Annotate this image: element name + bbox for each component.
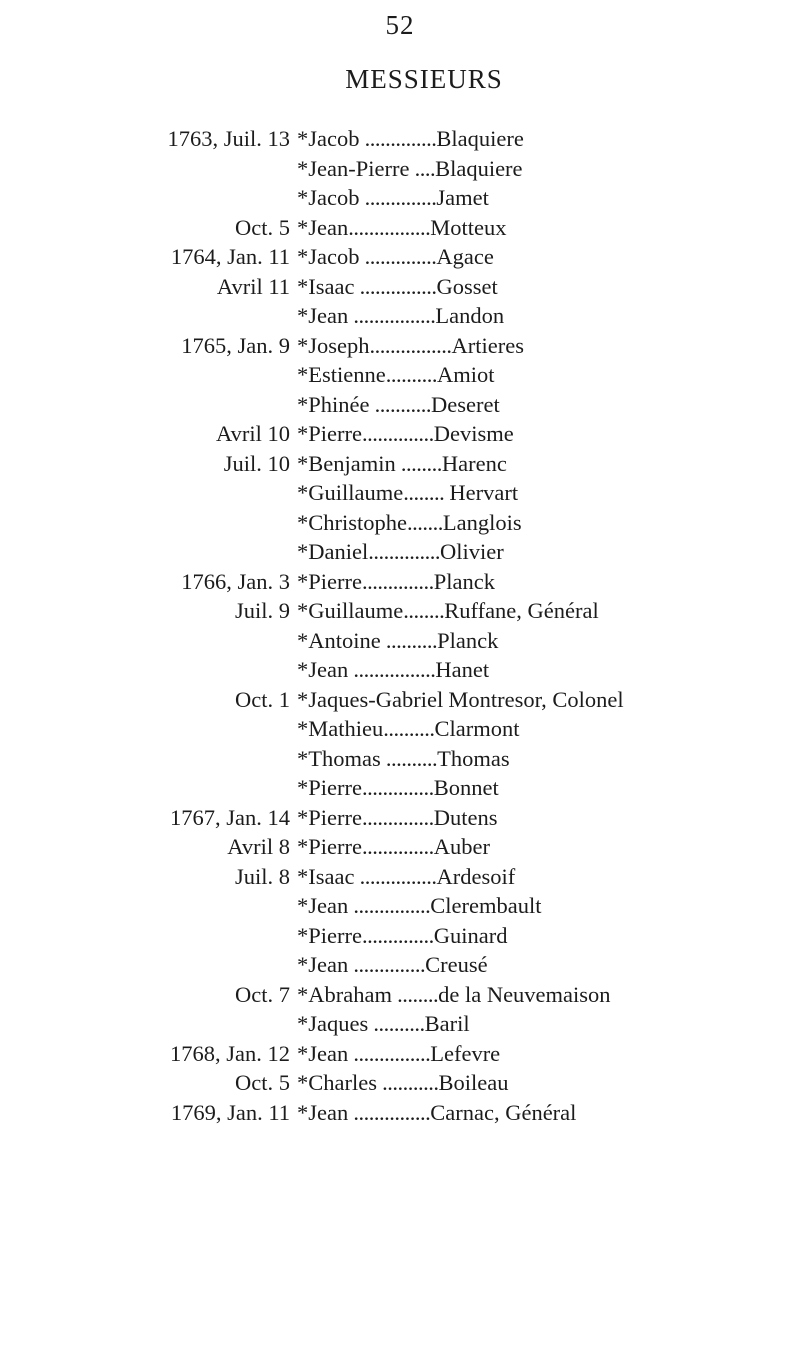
entry-surname: Baril [424, 1011, 470, 1036]
entry-text [297, 1098, 576, 1128]
entry-text [297, 508, 522, 538]
entry-date: 1763, Juil. 13 [167, 126, 290, 151]
entry-leader-dots: .............. [359, 126, 437, 151]
register-entry [0, 1068, 800, 1098]
entry-surname: Artieres [451, 332, 524, 358]
entry-given-name: *Jean [297, 657, 349, 682]
entry-surname: Motteux [430, 214, 507, 240]
entry-text [297, 154, 523, 184]
entry-leader-dots: .............. [361, 568, 434, 594]
entry-qualifier: Général [527, 598, 599, 623]
entry-text [297, 921, 507, 951]
entry-text [297, 685, 624, 715]
entry-date: Juil. 8 [234, 863, 290, 889]
entry-date: Avril 10 [216, 421, 290, 446]
register-entry [0, 567, 800, 597]
entry-qualifier: Général [505, 1099, 577, 1125]
entry-leader-dots: ............... [348, 1099, 431, 1125]
entry-given-name: *Phinée [297, 391, 370, 417]
entry-leader-dots: ................ [348, 303, 436, 328]
entry-given-name: *Mathieu [297, 716, 384, 741]
entry-surname: Langlois [442, 509, 522, 535]
entry-date: 1764, Jan. 11 [170, 244, 290, 269]
entry-text [297, 449, 507, 479]
entry-given-name: *Estienne [297, 362, 386, 387]
entry-surname: Hanet [435, 657, 490, 682]
entry-surname: Lefevre [430, 1040, 501, 1066]
entry-text [297, 626, 498, 656]
entry-text [297, 360, 495, 390]
entry-leader-dots: .............. [359, 244, 437, 269]
entry-text [297, 242, 494, 272]
entry-surname: Planck [437, 627, 499, 653]
entry-given-name: *Jacob [297, 244, 360, 269]
entry-text [297, 1068, 508, 1098]
entry-leader-dots: ............... [354, 273, 437, 299]
entry-given-name: *Charles [297, 1070, 377, 1095]
entry-surname: Devisme [433, 421, 514, 446]
entry-given-name: *Jacob [297, 185, 360, 210]
entry-given-name: *Isaac [297, 273, 355, 299]
entry-given-name: *Isaac [297, 863, 355, 889]
register-entry [0, 655, 800, 685]
entry-leader-dots: .............. [361, 421, 434, 446]
entry-text [297, 124, 524, 154]
entry-surname: Thomas [437, 745, 510, 771]
entry-surname: Landon [435, 303, 505, 328]
entry-leader-dots: ........ [395, 450, 442, 476]
entry-surname: Gosset [436, 273, 498, 299]
entry-given-name: *Jean [297, 303, 349, 328]
entry-surname: Olivier [439, 539, 504, 564]
entry-leader-dots: .......... [380, 745, 438, 771]
entry-date: Oct. 1 [235, 686, 290, 712]
entry-leader-dots: ........ [403, 480, 450, 505]
entry-date: Juil. 10 [223, 450, 290, 476]
entry-given-name: *Joseph [297, 332, 370, 358]
entry-surname: Bonnet [433, 775, 499, 800]
entry-surname: de la Neuvemaison [438, 981, 611, 1007]
entry-leader-dots: .............. [368, 539, 440, 564]
entry-given-name: *Pierre [297, 804, 362, 830]
register-entry [0, 862, 800, 892]
entry-leader-dots: ........... [369, 391, 431, 417]
entry-surname: Jamet [436, 185, 489, 210]
entry-leader-dots: .............. [348, 952, 426, 977]
entry-text [297, 272, 498, 302]
entry-leader-dots: .............. [361, 922, 434, 948]
entry-leader-dots: ........... [376, 1070, 439, 1095]
register-entry [0, 626, 800, 656]
register-entry [0, 1039, 800, 1069]
register-entry [0, 183, 800, 213]
entry-given-name: *Jean [297, 1040, 349, 1066]
page-number: 52 [385, 10, 415, 40]
entry-text [297, 567, 495, 597]
entry-given-name: *Jean [297, 893, 349, 918]
register-entry [0, 744, 800, 774]
entry-surname: Blaquiere [436, 126, 524, 151]
entry-text [297, 1009, 470, 1039]
entry-surname: Ardesoif [436, 863, 516, 889]
register-entry [0, 124, 800, 154]
entry-given-name: *Pierre [297, 834, 362, 859]
entry-leader-dots: .............. [361, 804, 434, 830]
register-entry [0, 213, 800, 243]
entry-text [297, 862, 515, 892]
entry-surname: Planck [433, 568, 495, 594]
entry-given-name: *Benjamin [297, 450, 396, 476]
entry-text [297, 301, 504, 331]
entry-surname: Harenc [441, 450, 507, 476]
register-entry [0, 596, 800, 626]
entry-text [297, 803, 497, 833]
entry-surname: Auber [433, 834, 490, 859]
register-entry [0, 360, 800, 390]
entry-leader-dots: .... [409, 155, 436, 181]
register-entry [0, 921, 800, 951]
entry-text [297, 891, 541, 921]
entry-leader-dots: ............... [348, 893, 431, 918]
entry-surname: Dutens [433, 804, 498, 830]
entry-given-name: *Jean [297, 952, 349, 977]
entry-date: 1767, Jan. 14 [170, 804, 290, 830]
entry-given-name: *Pierre [297, 421, 362, 446]
entry-text [297, 183, 489, 213]
entry-surname: Ruffane, [444, 598, 522, 623]
register-entry [0, 1009, 800, 1039]
entry-leader-dots: ............... [348, 1040, 431, 1066]
register-entry [0, 478, 800, 508]
entry-text [297, 1039, 500, 1069]
entry-surname: Boileau [438, 1070, 509, 1095]
entry-surname: Blaquiere [435, 155, 523, 181]
entry-surname: Guinard [433, 922, 508, 948]
register-entry [0, 950, 800, 980]
entry-date: 1766, Jan. 3 [181, 568, 290, 594]
entry-text [297, 596, 599, 626]
entry-leader-dots: .............. [361, 775, 434, 800]
entry-given-name: *Jean-Pierre [297, 155, 410, 181]
entry-text [297, 390, 500, 420]
entry-date: 1765, Jan. 9 [181, 332, 290, 358]
entry-date: Juil. 9 [234, 598, 290, 623]
entry-leader-dots: .......... [383, 716, 435, 741]
entry-leader-dots: .............. [361, 834, 434, 859]
register-entry [0, 301, 800, 331]
register-list [0, 124, 800, 1127]
entry-surname: Creusé [425, 952, 488, 977]
entry-text [297, 419, 514, 449]
entry-surname: Clarmont [434, 716, 520, 741]
entry-surname: Carnac, [430, 1099, 500, 1125]
register-entry [0, 154, 800, 184]
register-entry [0, 242, 800, 272]
entry-leader-dots: ................ [348, 657, 436, 682]
entry-date: Oct. 5 [235, 1070, 290, 1095]
register-entry [0, 803, 800, 833]
entry-given-name: *Pierre [297, 922, 362, 948]
register-entry [0, 331, 800, 361]
entry-leader-dots: ....... [407, 509, 443, 535]
entry-text [297, 213, 506, 243]
entry-given-name: *Daniel [297, 539, 369, 564]
entry-text [297, 714, 519, 744]
register-entry [0, 449, 800, 479]
entry-leader-dots: ................ [348, 214, 431, 240]
register-entry [0, 1098, 800, 1128]
entry-date: Oct. 7 [235, 981, 290, 1007]
entry-text [297, 744, 510, 774]
entry-given-name: *Jean [297, 214, 349, 240]
entry-given-name: *Jean [297, 1099, 349, 1125]
entry-text [297, 980, 611, 1010]
entry-text [297, 478, 518, 508]
entry-given-name: *Pierre [297, 775, 362, 800]
entry-given-name: *Jaques [297, 1011, 369, 1036]
entry-given-name: *Thomas [297, 745, 381, 771]
register-entry [0, 714, 800, 744]
entry-leader-dots: .......... [385, 362, 437, 387]
entry-text [297, 537, 504, 567]
entry-date: Avril 11 [216, 273, 290, 299]
entry-text [297, 832, 490, 862]
entry-given-name: *Jaques-Gabriel [297, 686, 444, 712]
entry-date: Oct. 5 [235, 214, 290, 240]
page-heading: MESSIEURS [345, 64, 503, 94]
entry-date: 1768, Jan. 12 [170, 1040, 290, 1066]
register-entry [0, 980, 800, 1010]
entry-leader-dots: .......... [380, 627, 438, 653]
entry-given-name: *Christophe [297, 509, 407, 535]
entry-given-name: *Guillaume [297, 480, 404, 505]
entry-leader-dots: ................ [369, 332, 452, 358]
entry-qualifier: Colonel [552, 686, 624, 712]
entry-text [297, 655, 489, 685]
entry-date: 1769, Jan. 11 [170, 1099, 290, 1125]
entry-date: Avril 8 [227, 834, 290, 859]
register-entry [0, 508, 800, 538]
register-entry [0, 272, 800, 302]
register-entry [0, 773, 800, 803]
entry-text [297, 950, 488, 980]
register-entry [0, 832, 800, 862]
entry-leader-dots: ........ [403, 598, 445, 623]
entry-given-name: *Abraham [297, 981, 392, 1007]
entry-given-name: *Pierre [297, 568, 362, 594]
entry-leader-dots: ........ [391, 981, 439, 1007]
entry-leader-dots: .......... [368, 1011, 425, 1036]
entry-surname: Clerembault [430, 893, 542, 918]
entry-leader-dots: ............... [354, 863, 437, 889]
register-entry [0, 891, 800, 921]
entry-surname: Hervart [449, 480, 519, 505]
entry-given-name: *Guillaume [297, 598, 404, 623]
register-entry [0, 390, 800, 420]
entry-given-name: *Antoine [297, 627, 381, 653]
entry-surname: Montresor, [448, 686, 547, 712]
register-entry [0, 537, 800, 567]
entry-text [297, 773, 499, 803]
entry-text [297, 331, 524, 361]
register-entry [0, 685, 800, 715]
entry-leader-dots: .............. [359, 185, 437, 210]
entry-given-name: *Jacob [297, 126, 360, 151]
entry-surname: Deseret [431, 391, 500, 417]
register-entry [0, 419, 800, 449]
entry-surname: Amiot [436, 362, 495, 387]
entry-surname: Agace [436, 244, 494, 269]
